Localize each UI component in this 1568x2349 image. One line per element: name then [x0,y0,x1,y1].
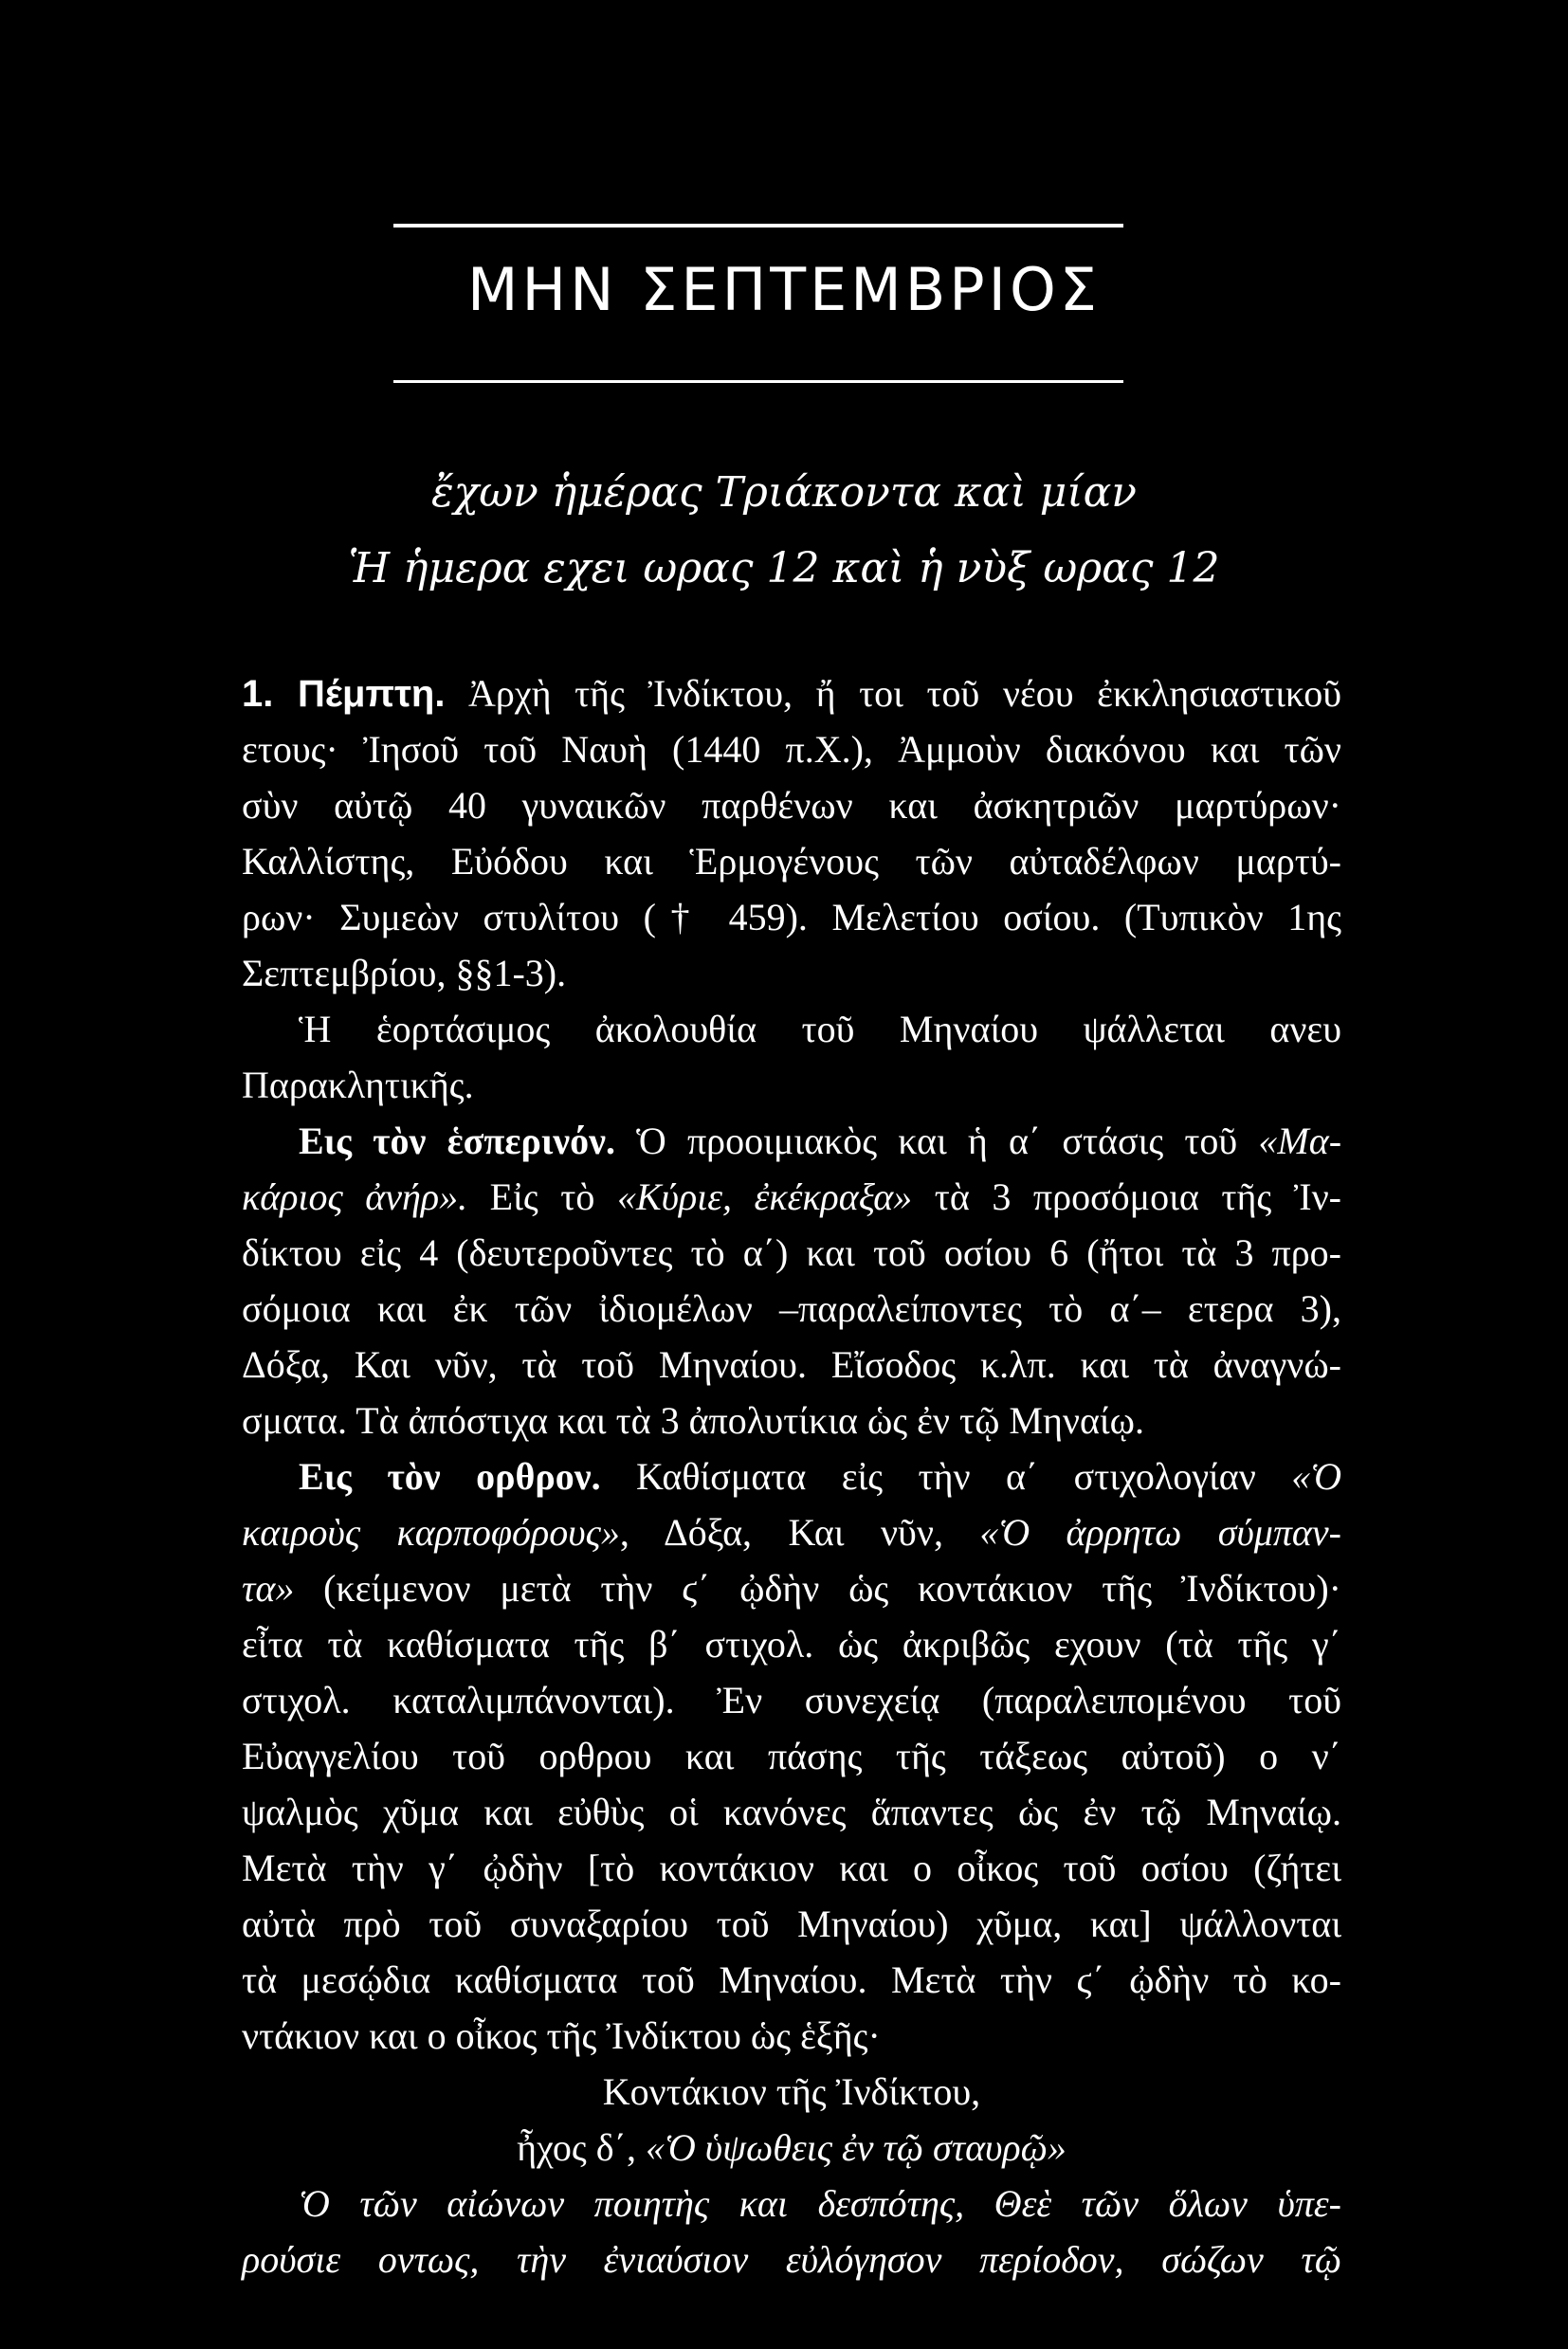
kontakion-title [242,2064,1341,2120]
text-line [242,889,1341,945]
text-line [242,1057,1341,1113]
text-line [242,1337,1341,1393]
text-line [242,777,1341,833]
text-span: στιχολ. καταλιμπάνονται). Ἐν συνεχείᾳ (παραλειπομένου τοῦ [242,1679,1341,1721]
text-span: ετους· Ἰησοῦ τοῦ Ναυὴ (1440 π.Χ.), Ἀμμοὺν διακόνου και τῶν [242,728,1341,771]
text-span: Κοντάκιον τῆς Ἰνδίκτου, [602,2070,981,2113]
hymn-line [242,2176,1341,2231]
text-span: , Δόξα, Και νῦν, [619,1511,980,1554]
kontakion-tone [242,2120,1341,2176]
text-line [242,1896,1341,1952]
top-rule [393,224,1123,228]
text-line [242,721,1341,777]
text-span: Ἀρχὴ τῆς Ἰνδίκτου, ἤ τοι τοῦ νέου ἐκκλησιαστικοῦ [445,672,1341,715]
text-line [242,1113,1341,1169]
text-span: «Κύριε, ἐκέκραξα» [616,1175,913,1218]
section-heading-vespers: Εις τὸν ἑσπερινόν. [299,1120,615,1162]
text-line [242,2008,1341,2064]
text-line [242,665,1341,721]
text-span: «Ὁ [1291,1455,1341,1498]
body-text [242,665,1341,2287]
text-span: «Ὁ ἀρρητω σύμπαν- [979,1511,1341,1554]
text-span: Ὁ προοιμιακὸς και ἡ α΄ στάσις τοῦ [615,1120,1259,1162]
text-span: Σεπτεμβρίου, §§1-3). [242,952,567,994]
text-line [242,1840,1341,1896]
section-heading-matins: Εις τὸν ορθρον. [299,1455,601,1498]
subtitle-days: ἔχων ἡμέρας Τριάκοντα καὶ μίαν [430,468,1138,517]
text-span: τὰ 3 προσόμοια τῆς Ἰν- [912,1175,1341,1218]
subtitle-hours: Ἡ ἡμερα εχει ωρας 12 καὶ ἡ νὺξ ωρας 12 [348,544,1220,592]
text-span: ψαλμὸς χῦμα και εὐθὺς οἱ κανόνες ἅπαντες ὡς ἐν τῷ Μηναίῳ. [242,1791,1341,1833]
text-span: αὐτὰ πρὸ τοῦ συναξαρίου τοῦ Μηναίου) χῦμα, και] ψάλλονται [242,1903,1341,1945]
text-line [242,1952,1341,2008]
text-line [242,1672,1341,1728]
text-span: ρων· Συμεὼν στυλίτου († 459). Μελετίου οσίου. (Τυπικὸν 1ης [242,896,1341,938]
text-span: «Μα- [1258,1120,1342,1162]
text-span: δίκτου εἰς 4 (δευτεροῦντες τὸ α΄) και τοῦ οσίου 6 (ἤτοι τὰ 3 προ- [242,1231,1341,1274]
text-span: ντάκιον και ο οἶκος τῆς Ἰνδίκτου ὡς ἑξῆς· [242,2014,881,2057]
text-span: σὺν αὐτῷ 40 γυναικῶν παρθένων και ἀσκητριῶν μαρτύρων· [242,784,1341,827]
text-span: τὰ μεσῴδια καθίσματα τοῦ Μηναίου. Μετὰ τὴν ϛ΄ ᾠδὴν τὸ κο- [242,1958,1341,2001]
month-title: ΜΗΝ ΣΕΠΤΕΜΒΡΙΟΣ [467,255,1101,324]
text-span: εἶτα τὰ καθίσματα τῆς β΄ στιχολ. ὡς ἀκριβῶς εχουν (τὰ τῆς γ΄ [242,1623,1341,1666]
text-span: Ἡ ἑορτάσιμος ἀκολουθία τοῦ Μηναίου ψάλλεται ανευ [299,1008,1341,1050]
text-line [242,1169,1341,1225]
bottom-rule [393,380,1123,383]
text-line [242,1504,1341,1560]
text-span: κάριος ἀνήρ». [242,1175,468,1218]
text-span: (κείμενον μετὰ τὴν ϛ΄ ᾠδὴν ὡς κοντάκιον τῆς Ἰνδίκτου)· [294,1567,1341,1610]
text-line [242,1560,1341,1616]
text-line [242,1281,1341,1337]
text-line [242,1225,1341,1281]
text-span: σματα. Τὰ ἀπόστιχα και τὰ 3 ἀπολυτίκια ὡς ἐν τῷ Μηναίῳ. [242,1399,1145,1442]
text-line [242,1728,1341,1784]
text-span: «Ὁ ὑψωθεις ἐν τῷ σταυρῷ» [645,2126,1067,2169]
text-line [242,1616,1341,1672]
text-line [242,945,1341,1001]
hymn-line [242,2231,1341,2287]
text-span: Καθίσματα εἰς τὴν α΄ στιχολογίαν [600,1455,1292,1498]
text-span: ρούσιε οντως, τὴν ἐνιαύσιον εὐλόγησον περίοδον, σώζων τῷ [242,2238,1341,2281]
text-span: Παρακλητικῆς. [242,1064,474,1106]
text-span: Καλλίστης, Εὐόδου και Ἑρμογένους τῶν αὐταδέλφων μαρτύ- [242,840,1341,883]
text-span: Εὐαγγελίου τοῦ ορθρου και πάσης τῆς τάξεως αὐτοῦ) ο ν΄ [242,1735,1341,1777]
text-line [242,1448,1341,1504]
text-span: Δόξα, Και νῦν, τὰ τοῦ Μηναίου. Εἴσοδος κ.λπ. και τὰ ἀναγνώ- [242,1343,1341,1386]
text-line [242,1393,1341,1448]
text-span: Εἰς τὸ [467,1175,617,1218]
text-span: καιροὺς καρποφόρους» [242,1511,620,1554]
text-span: σόμοια και ἐκ τῶν ἰδιομέλων –παραλείποντες τὸ α΄– ετερα 3), [242,1287,1341,1330]
day-heading: 1. Πέμπτη. [242,673,446,715]
text-span: τα» [242,1567,295,1610]
text-line [242,1784,1341,1840]
text-line [242,1001,1341,1057]
text-line [242,833,1341,889]
text-span: Μετὰ τὴν γ΄ ᾠδὴν [τὸ κοντάκιον και ο οἶκος τοῦ οσίου (ζήτει [242,1847,1341,1889]
text-span: Ὁ τῶν αἰώνων ποιητὴς και δεσπότης, Θεὲ τῶν ὅλων ὑπε- [299,2182,1341,2225]
text-span: ἦχος δ΄, [517,2126,646,2169]
